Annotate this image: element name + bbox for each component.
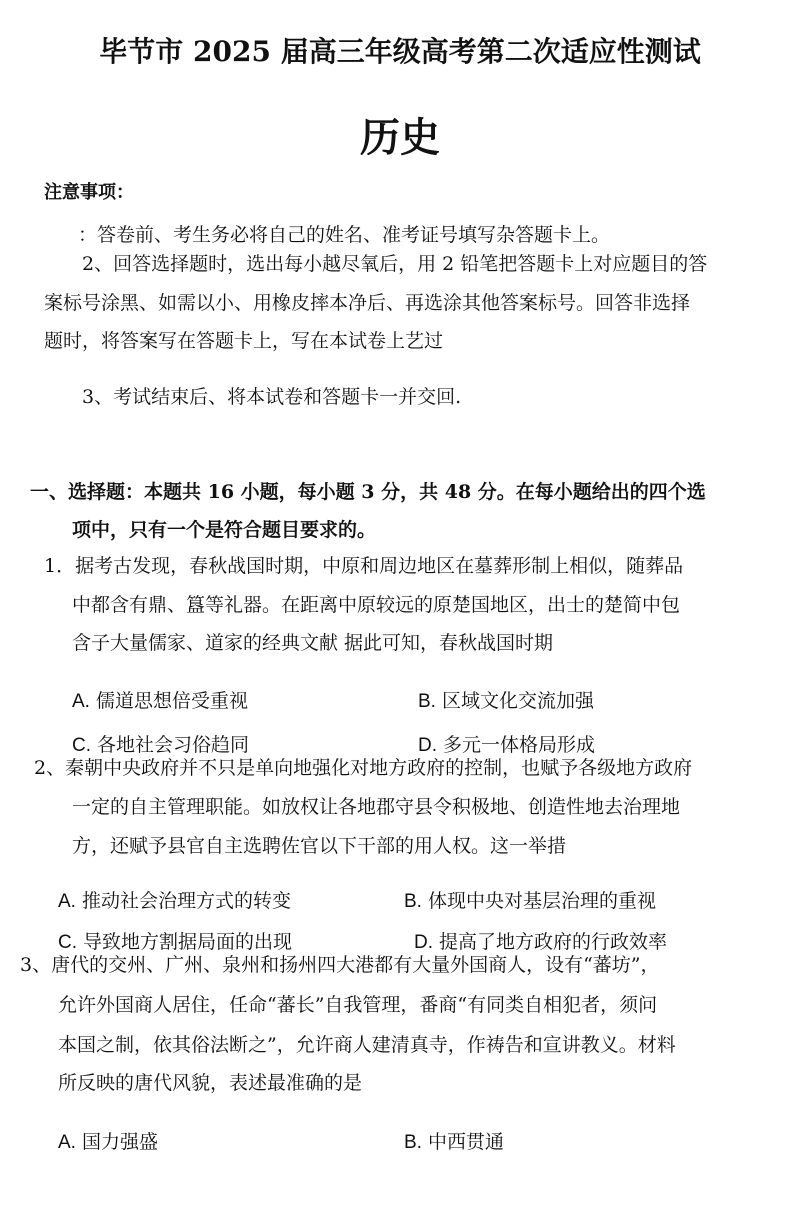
- question-1-option-c[interactable]: C. 各地社会习俗趋同: [72, 734, 250, 756]
- notice-item-2-line-1: 2、回答选择题时，选出每小越尽氧后，用 2 铅笔把答题卡上对应题目的答: [82, 253, 708, 275]
- question-3-option-a[interactable]: A. 国力强盛: [58, 1131, 159, 1153]
- notice-item-2-line-3: 题时，将答案写在答题卡上，写在本试卷上艺过: [44, 330, 444, 352]
- question-1-line-1: 1．据考古发现，春秋战国时期，中原和周边地区在墓葬形制上相似，随葬品: [44, 555, 684, 577]
- question-1-line-3: 含子大量儒家、道家的经典文献 据此可知，春秋战国时期: [72, 632, 554, 654]
- question-2-line-3: 方，还赋予县官自主选聘佐官以下干部的用人权。这一举措: [72, 835, 567, 857]
- notice-item-1: ：答卷前、考生务必将自己的姓名、准考证号填写杂答题卡上。: [78, 224, 611, 246]
- question-3-option-b[interactable]: B. 中西贯通: [404, 1131, 505, 1153]
- question-1-option-b[interactable]: B. 区域文化交流加强: [418, 690, 595, 712]
- notice-item-2-line-2: 案标号涂黑、如需以小、用橡皮摔本净后、再选涂其他答案标号。回答非选择: [44, 292, 691, 314]
- question-3-line-3: 本国之制，依其俗法断之”，允许商人建清真寺，作祷告和宣讲教义。材料: [58, 1034, 676, 1056]
- notice-item-3: 3、考试结束后、将本试卷和答题卡一并交回.: [82, 386, 462, 408]
- notice-heading: 注意事项：: [44, 182, 134, 203]
- subject-title: 历史: [360, 114, 440, 161]
- question-3-line-2: 允许外国商人居住，任命“蕃长”自我管理，番商“有同类自相犯者，须问: [58, 994, 658, 1016]
- section-heading-line-1: 一、选择题：本题共 16 小题，每小题 3 分，共 48 分。在每小题给出的四个选: [30, 481, 706, 503]
- question-3-line-4: 所反映的唐代风貌，表述最准确的是: [58, 1072, 363, 1094]
- question-1-option-a[interactable]: A. 儒道思想倍受重视: [72, 690, 249, 712]
- question-2-line-1: 2、秦朝中央政府并不只是单向地强化对地方政府的控制，也赋予各级地方政府: [34, 757, 693, 779]
- question-1-line-2: 中都含有鼎、簋等礼器。在距离中原较远的原楚国地区，出士的楚简中包: [72, 594, 681, 616]
- question-2-option-c[interactable]: C. 导致地方割据局面的出现: [58, 931, 293, 953]
- question-2-option-a[interactable]: A. 推动社会治理方式的转变: [58, 890, 292, 912]
- question-2-option-d[interactable]: D. 提高了地方政府的行政效率: [414, 931, 668, 953]
- exam-title: 毕节市 2025 届高三年级高考第二次适应性测试: [99, 35, 701, 68]
- question-2-option-b[interactable]: B. 体现中央对基层治理的重视: [404, 890, 657, 912]
- section-heading-line-2: 项中，只有一个是符合题目要求的。: [72, 519, 377, 541]
- question-2-line-2: 一定的自主管理职能。如放权让各地郡守县令积极地、创造性地去治理地: [72, 796, 681, 818]
- question-3-line-1: 3、唐代的交州、广州、泉州和扬州四大港都有大量外国商人，设有“蕃坊”，: [20, 954, 660, 976]
- question-1-option-d[interactable]: D. 多元一体格局形成: [418, 734, 596, 756]
